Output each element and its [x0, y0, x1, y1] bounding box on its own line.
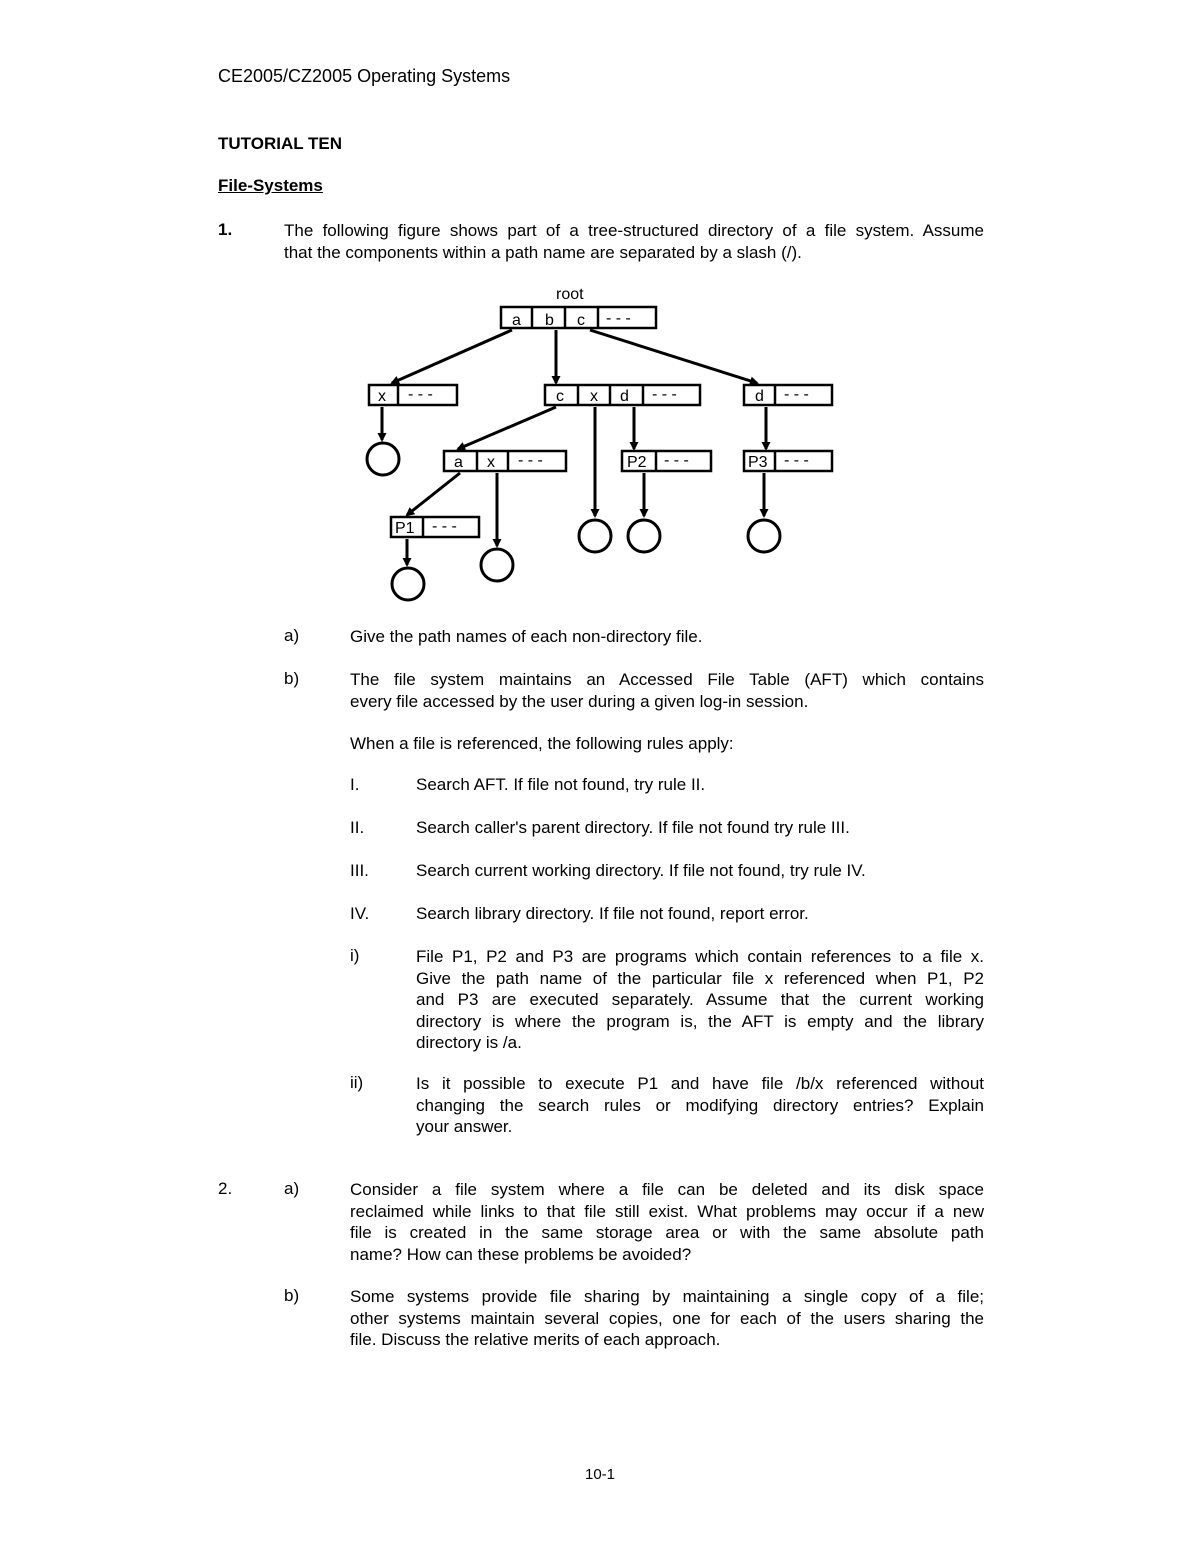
edge-b-c	[458, 407, 556, 449]
rule-3-text: Search current working directory. If file not found, try rule IV.	[416, 861, 866, 880]
q2-part-a-line-3: file is created in the same storage area or with the same absolute path	[350, 1223, 984, 1242]
document-header: CE2005/CZ2005 Operating Systems	[218, 66, 511, 86]
dir-c-d-entry-more: - - -	[784, 452, 809, 469]
dir-c-entry-d: d	[755, 388, 764, 405]
q2-part-a-line-2: reclaimed while links to that file still exist. What problems may occur if a new	[350, 1201, 984, 1221]
tutorial-title: TUTORIAL TEN	[218, 134, 343, 153]
root-entry-more: - - -	[606, 310, 631, 327]
dir-b-entry-more: - - -	[652, 386, 677, 403]
section-heading: File-Systems	[218, 176, 323, 195]
question-1-intro-line-2: that the components within a path name are separated by a slash (/).	[284, 242, 802, 262]
q1-part-i-line-4: directory is where the program is, the AFT is empty and the library	[416, 1011, 984, 1031]
q2-part-a-line-4: name? How can these problems be avoided?	[350, 1244, 692, 1264]
rule-1-text: Search AFT. If file not found, try rule II.	[416, 775, 706, 794]
file-node-b-c-x	[481, 549, 513, 581]
q2-part-b-line-2: other systems maintain several copies, one for each of the users sharing the	[350, 1308, 984, 1328]
dir-b-c-entry-a: a	[454, 454, 463, 471]
q2-part-b-text	[350, 1286, 984, 1351]
dir-b-d-entry-more: - - -	[664, 452, 689, 469]
q1-part-i-label: i)	[350, 946, 360, 965]
file-node-b-c-a-p1	[392, 568, 424, 600]
q1-part-ii-label: ii)	[350, 1073, 364, 1092]
dir-b-c-a-entry-p1: P1	[395, 520, 415, 537]
root-label: root	[556, 286, 584, 303]
dir-a-entry-x: x	[378, 388, 386, 405]
question-2-number: 2.	[218, 1179, 233, 1198]
dir-b-c-entry-more: - - -	[518, 452, 543, 469]
edge-bc-a	[407, 473, 460, 515]
dir-b-entry-x: x	[590, 388, 598, 405]
edge-root-c	[590, 330, 757, 383]
q2-part-a-text	[350, 1179, 984, 1265]
q1-part-ii-line-3: your answer.	[416, 1117, 513, 1136]
q1-part-ii-line-2: changing the search rules or modifying directory entries? Explain	[416, 1095, 984, 1115]
q1-part-ii-text	[416, 1073, 984, 1138]
root-entry-b: b	[545, 312, 554, 329]
rule-2-number: II.	[350, 818, 365, 837]
q2-part-a-label: a)	[284, 1179, 300, 1198]
q1-part-i-text	[416, 946, 984, 1054]
question-1-intro	[284, 220, 984, 263]
dir-b-entry-c: c	[556, 388, 564, 405]
file-node-c-d-p3	[748, 520, 780, 552]
rule-4-text: Search library directory. If file not found, report error.	[416, 904, 809, 923]
q1-part-i-line-5: directory is /a.	[416, 1033, 522, 1052]
q1-part-i-line-3: and P3 are executed separately. Assume that the current working	[416, 990, 984, 1009]
q2-part-a-line-1: Consider a file system where a file can be deleted and its disk space	[350, 1180, 984, 1199]
q1-part-b-label: b)	[284, 669, 300, 688]
q1-part-a-text: Give the path names of each non-directory file.	[350, 627, 703, 646]
rule-4-number: IV.	[350, 904, 370, 923]
dir-b-entry-d: d	[620, 388, 629, 405]
q1-part-a-label: a)	[284, 626, 300, 645]
q2-part-b-line-1: Some systems provide file sharing by maintaining a single copy of a file;	[350, 1287, 984, 1306]
q1-part-b-line-2: every file accessed by the user during a given log-in session.	[350, 691, 809, 711]
page-number: 10-1	[584, 1466, 616, 1483]
q1-part-b-text	[350, 669, 984, 712]
rule-2-text: Search caller's parent directory. If file not found try rule III.	[416, 818, 850, 837]
root-entry-a: a	[512, 312, 521, 329]
q1-part-b-line-1: The file system maintains an Accessed File Table (AFT) which contains	[350, 670, 984, 689]
question-1-intro-line-1: The following figure shows part of a tree-structured directory of a file system. Assume	[284, 221, 984, 240]
q1-part-i-line-1: File P1, P2 and P3 are programs which contain references to a file x.	[416, 947, 984, 966]
q2-part-b-line-3: file. Discuss the relative merits of each approach.	[350, 1330, 721, 1349]
q1-part-i-line-2: Give the path name of the particular file x referenced when P1, P2	[416, 968, 984, 988]
edge-root-a	[392, 330, 512, 383]
q1-rules-intro: When a file is referenced, the following rules apply:	[350, 734, 734, 753]
dir-c-d-entry-p3: P3	[748, 454, 768, 471]
q2-part-b-label: b)	[284, 1286, 300, 1305]
dir-a-entry-more: - - -	[408, 386, 433, 403]
file-node-a-x	[367, 443, 399, 475]
question-1-number: 1.	[218, 220, 233, 239]
dir-c-entry-more: - - -	[784, 386, 809, 403]
rule-1-number: I.	[350, 775, 360, 794]
root-entry-c: c	[577, 312, 585, 329]
file-node-b-x	[579, 520, 611, 552]
dir-b-c-a-entry-more: - - -	[432, 518, 457, 535]
file-node-b-d-p2	[628, 520, 660, 552]
dir-b-d-entry-p2: P2	[627, 454, 647, 471]
q1-part-ii-line-1: Is it possible to execute P1 and have file /b/x referenced without	[416, 1074, 984, 1093]
rule-3-number: III.	[350, 861, 369, 880]
directory-tree-diagram	[360, 280, 840, 610]
dir-b-c-entry-x: x	[487, 454, 495, 471]
